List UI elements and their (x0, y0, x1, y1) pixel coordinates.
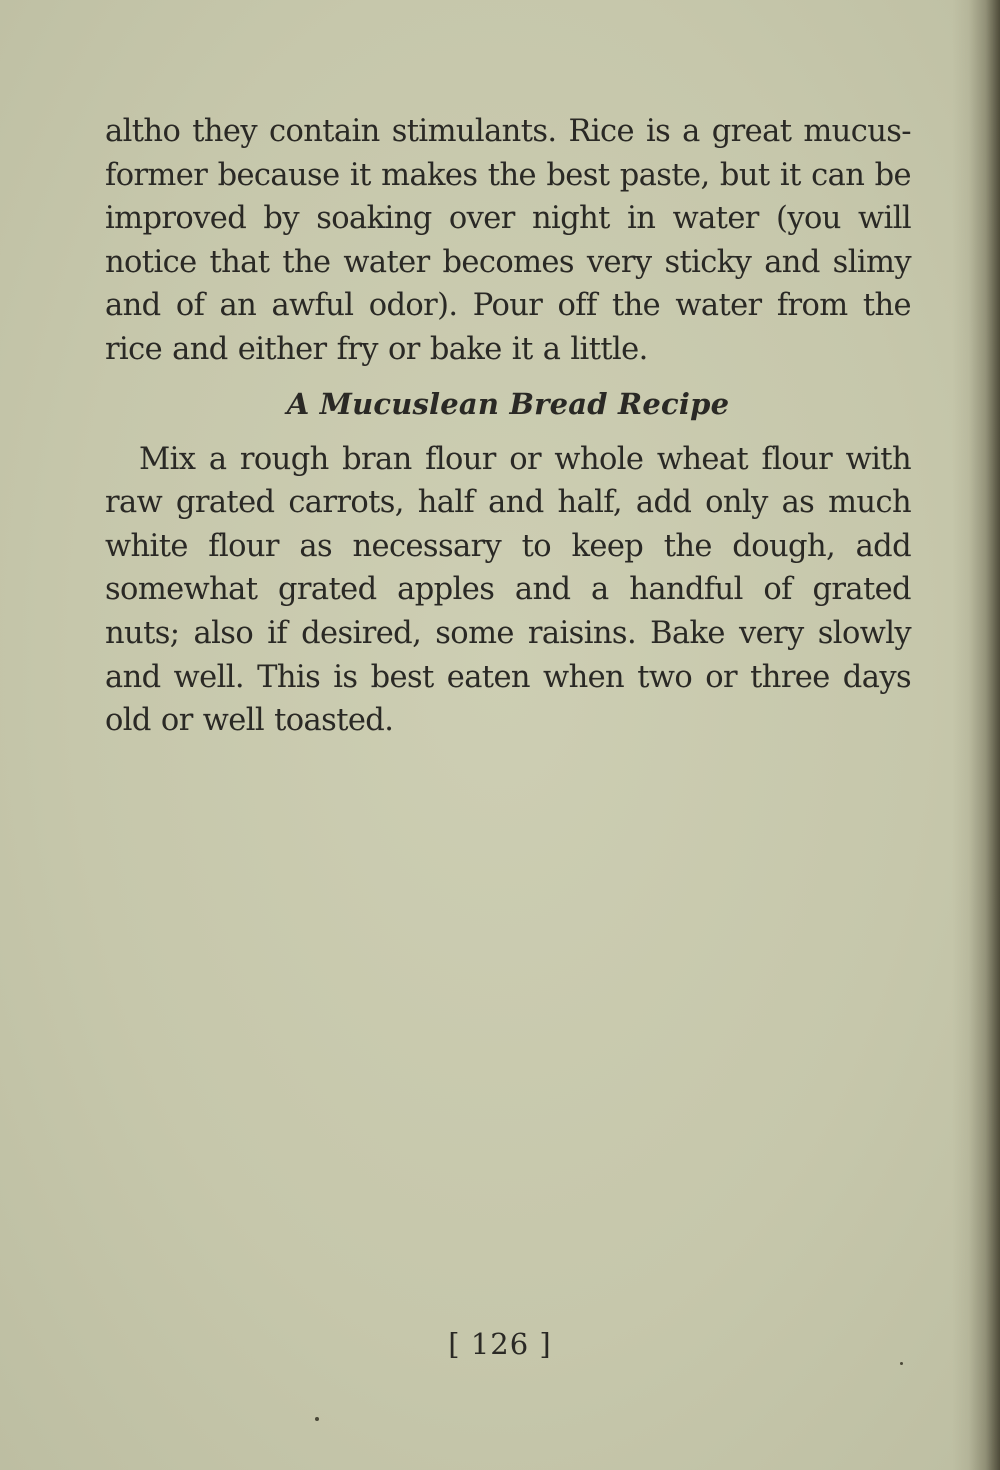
paragraph-rice: altho they contain stimulants. Rice is a great mucus-former because it makes the best paste, but it can be improved by soaking over night in water (you will notice that the water becomes very sticky and slimy and of an awful odor). Pour off the water from the rice and either fry or bake it a little. (105, 114, 911, 367)
page-text (105, 110, 911, 743)
page-number: [ 126 ] (448, 1327, 552, 1361)
gutter-shadow (952, 0, 1000, 1470)
recipe-heading: A Mucuslean Bread Recipe (286, 386, 730, 421)
paper-speck (315, 1417, 319, 1421)
paper-speck (900, 1362, 903, 1365)
paragraph-bread-recipe: Mix a rough bran flour or whole wheat flour with raw grated carrots, half and half, add only as much white flour as necessary to keep the dough, add somewhat grated apples and a handful of grated nuts; also if desired, some raisins. Bake very slowly and well. This is best eaten when two or three days old or well toasted. (105, 441, 911, 739)
